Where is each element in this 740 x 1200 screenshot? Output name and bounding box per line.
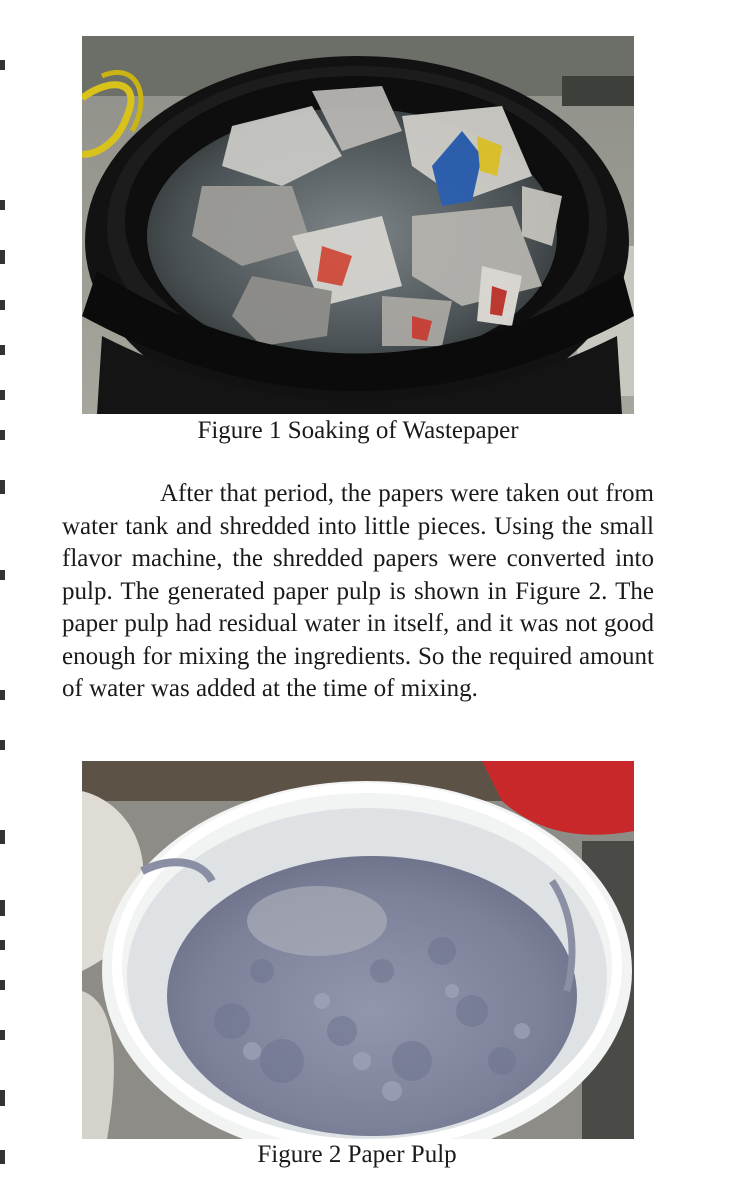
- figure-2-photo: [82, 761, 634, 1139]
- left-margin-marks: [0, 0, 8, 1200]
- figure-1-photo: [82, 36, 634, 414]
- figure-2-caption: Figure 2 Paper Pulp: [257, 1141, 457, 1168]
- soaking-wastepaper-image: [82, 36, 634, 414]
- figure-1-caption: Figure 1 Soaking of Wastepaper: [197, 417, 519, 444]
- body-paragraph: After that period, the papers were taken out from water tank and shredded into little pieces. Using the small flavor machine, the shredded papers were converted into pulp. The generated paper pulp is shown in Figure 2. The paper pulp had residual water in itself, and it was not good enough for mixing the ingredients. So the required amount of water was added at the time of mixing.: [62, 480, 654, 702]
- paper-pulp-image: [82, 761, 634, 1139]
